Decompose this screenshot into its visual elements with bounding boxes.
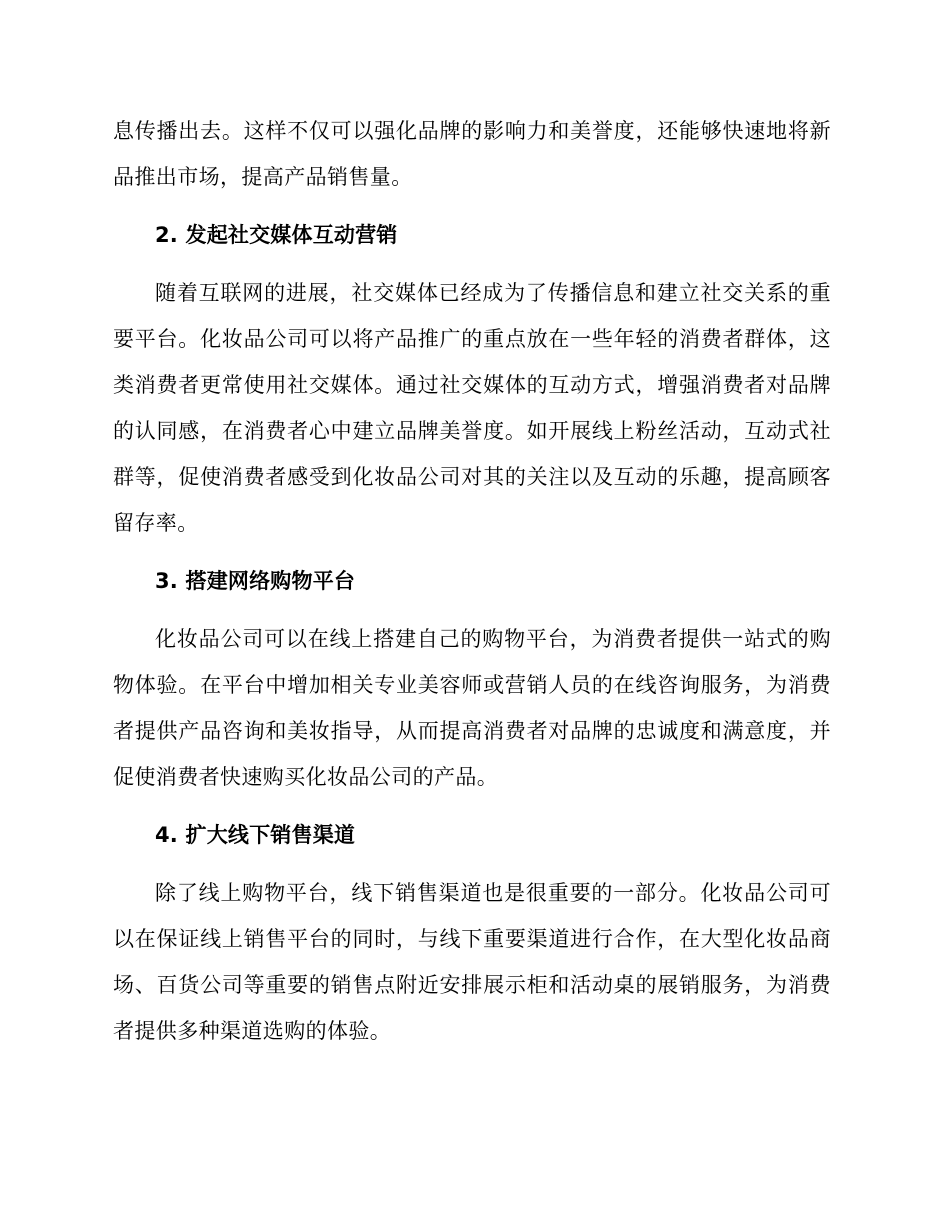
document-body: [113, 108, 831, 1054]
paragraph-continuation: 息传播出去。这样不仅可以强化品牌的影响力和美誉度，还能够快速地将新品推出市场，提高产品销售量。: [113, 119, 831, 189]
paragraph-online-platform: 化妆品公司可以在线上搭建自己的购物平台，为消费者提供一站式的购物体验。在平台中增加相关专业美容师或营销人员的在线咨询服务，为消费者提供产品咨询和美妆指导，从而提高消费者对品牌的忠诚度和满意度，并促使消费者快速购买化妆品公司的产品。: [113, 627, 831, 789]
paragraph-offline-channels: 除了线上购物平台，线下销售渠道也是很重要的一部分。化妆品公司可以在保证线上销售平台的同时，与线下重要渠道进行合作，在大型化妆品商场、百货公司等重要的销售点附近安排展示柜和活动桌的展销服务，为消费者提供多种渠道选购的体验。: [113, 881, 831, 1043]
paragraph-social-media: 随着互联网的进展，社交媒体已经成为了传播信息和建立社交关系的重要平台。化妆品公司可以将产品推广的重点放在一些年轻的消费者群体，这类消费者更常使用社交媒体。通过社交媒体的互动方式，增强消费者对品牌的认同感，在消费者心中建立品牌美誉度。如开展线上粉丝活动，互动式社群等，促使消费者感受到化妆品公司对其的关注以及互动的乐趣，提高顾客留存率。: [113, 281, 831, 535]
section-heading-online-platform: 3. 搭建网络购物平台: [155, 569, 356, 593]
section-heading-offline-channels: 4. 扩大线下销售渠道: [155, 823, 356, 847]
section-heading-social-media: 2. 发起社交媒体互动营销: [155, 223, 398, 247]
